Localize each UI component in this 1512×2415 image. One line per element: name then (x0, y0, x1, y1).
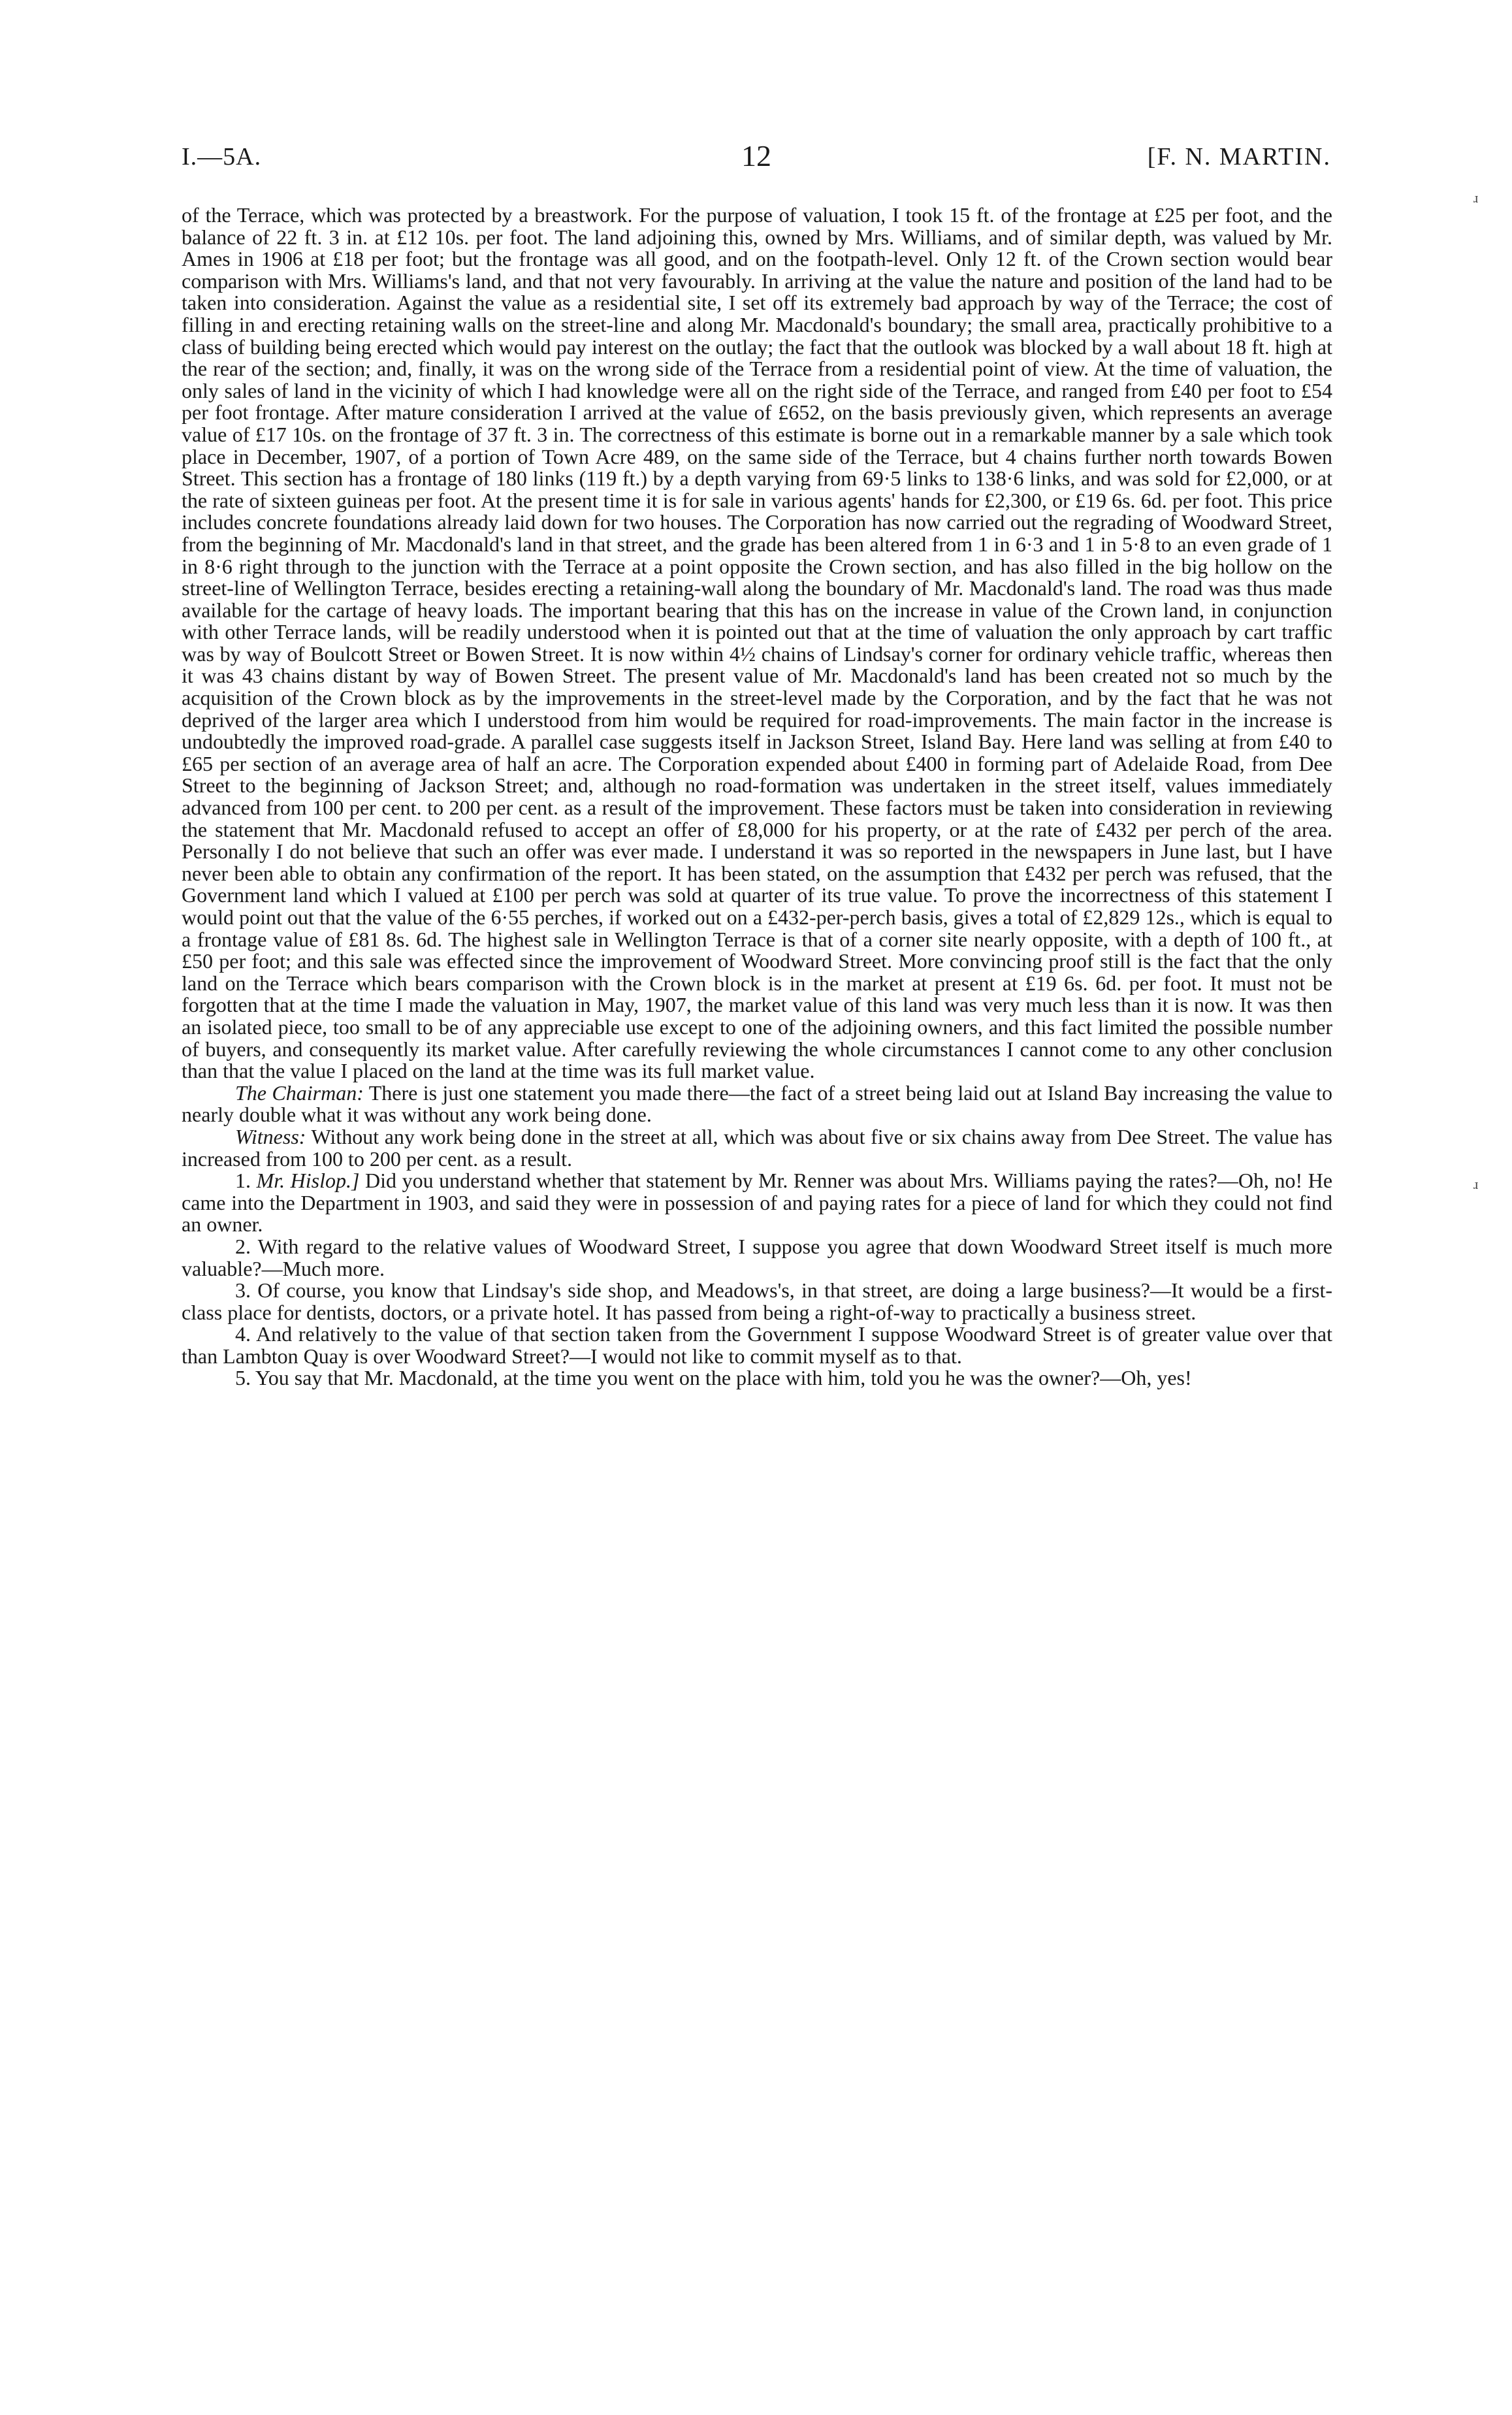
question-text: With regard to the relative values of Woodward Street, I suppose you agree that down Woodward Street itself is much more valuable?—Much more. (182, 1234, 1333, 1280)
question-5 (182, 1367, 1332, 1389)
examiner-label: Mr. Hislop.] (256, 1169, 360, 1193)
chairman-statement (182, 1082, 1332, 1126)
question-number: 5. (235, 1366, 251, 1390)
statement-text: Without any work being done in the street at all, which was about five or six chains away from Dee Street. The value has increased from 100 to 200 per cent. as a result. (182, 1124, 1333, 1171)
question-number: 3. (235, 1278, 251, 1303)
question-number: 2. (235, 1234, 251, 1258)
witness-statement (182, 1126, 1332, 1170)
witness-name-header: [F. N. MARTIN. (1147, 143, 1331, 170)
question-3 (182, 1280, 1332, 1323)
margin-speck: ɹ (1473, 1176, 1479, 1192)
question-number: 4. (235, 1322, 251, 1346)
question-1 (182, 1170, 1332, 1236)
running-header (182, 139, 1331, 182)
document-body (182, 204, 1332, 1389)
question-text: And relatively to the value of that section taken from the Government I suppose Woodward Street is of greater value over that than Lambton Quay is over Woodward Street?—I would not like to commit myself as to that. (182, 1322, 1333, 1368)
question-4 (182, 1323, 1332, 1367)
page-number: 12 (741, 139, 771, 172)
question-text: You say that Mr. Macdonald, at the time you went on the place with him, told you he was the owner?—Oh, yes! (255, 1366, 1192, 1390)
speaker-label: The Chairman: (235, 1080, 364, 1105)
question-2 (182, 1236, 1332, 1280)
paper-reference: I.—5A. (182, 143, 262, 170)
speaker-label: Witness: (235, 1124, 306, 1148)
evidence-paragraph: of the Terrace, which was protected by a breastwork. For the purpose of valuation, I took 15 ft. of the frontage at £25 per foot, and the balance of 22 ft. 3 in. at £12 10s. per foot. The land adjoining this, owned by Mrs. Williams, and of similar depth, was valued by Mr. Ames in 1906 at £18 per foot; but the frontage was all good, and on the footpath-level. Only 12 ft. of the Crown section would bear comparison with Mrs. Williams's land, and that not very favourably. In arriving at the value the nature and position of the land had to be taken into consideration. Against the value as a residential site, I set off its extremely bad approach by way of the Terrace; the cost of filling in and erecting retaining walls on the street-line and along Mr. Macdonald's boundary; the small area, practically prohibitive to a class of building being erected which would pay interest on the outlay; the fact that the outlook was blocked by a wall about 18 ft. high at the rear of the section; and, finally, it was on the wrong side of the Terrace from a residential point of view. At the time of valuation, the only sales of land in the vicinity of which I had knowledge were all on the right side of the Terrace, and ranged from £40 per foot to £54 per foot frontage. After mature consideration I arrived at the value of £652, on the basis previously given, which represents an average value of £17 10s. on the frontage of 37 ft. 3 in. The correctness of this estimate is borne out in a remarkable manner by a sale which took place in December, 1907, of a portion of Town Acre 489, on the same side of the Terrace, but 4 chains further north towards Bowen Street. This section has a frontage of 180 links (119 ft.) by a depth varying from 69·5 links to 138·6 links, and was sold for £2,000, or at the rate of sixteen guineas per foot. At the present time it is for sale in various agents' hands for £2,300, or £19 6s. 6d. per foot. This price includes concrete foundations already laid down for two houses. The Corporation has now carried out the regrading of Woodward Street, from the beginning of Mr. Macdonald's land in that street, and the grade has been altered from 1 in 6·3 and 1 in 5·8 to an even grade of 1 in 8·6 right through to the junction with the Terrace at a point opposite the Crown section, and has also filled in the big hollow on the street-line of Wellington Terrace, besides erecting a retaining-wall along the boundary of Mr. Macdonald's land. The road was thus made available for the cartage of heavy loads. The important bearing that this has on the increase in value of the Crown land, in conjunction with other Terrace lands, will be readily understood when it is pointed out that at the time of valuation the only approach by cart traffic was by way of Boulcott Street or Bowen Street. It is now within 4½ chains of Lindsay's corner for ordinary vehicle traffic, whereas then it was 43 chains distant by way of Bowen Street. The present value of Mr. Macdonald's land has been created not so much by the acquisition of the Crown block as by the improvements in the street-level made by the Corporation, and by the fact that he was not deprived of the larger area which I understood from him would be required for road-improvements. The main factor in the increase is undoubtedly the improved road-grade. A parallel case suggests itself in Jackson Street, Island Bay. Here land was selling at from £40 to £65 per section of an average area of half an acre. The Corporation expended about £400 in forming part of Adelaide Road, from Dee Street to the beginning of Jackson Street; and, although no road-formation was undertaken in the street itself, values immediately advanced from 100 per cent. to 200 per cent. as a result of the improvement. These factors must be taken into consideration in reviewing the statement that Mr. Macdonald refused to accept an offer of £8,000 for his property, or at the rate of £432 per perch of the area. Personally I do not believe that such an offer was ever made. I understand it was so reported in the newspapers in June last, but I have never been able to obtain any confirmation of the report. It has been stated, on the assumption that £432 per perch was refused, that the Government land which I valued at £100 per perch was sold at quarter of its true value. To prove the incorrectness of this statement I would point out that the value of the 6·55 perches, if worked out on a £432-per-perch basis, gives a total of £2,829 12s., which is equal to a frontage value of £81 8s. 6d. The highest sale in Wellington Terrace is that of a corner site nearly opposite, with a depth of 100 ft., at £50 per foot; and this sale was effected since the improvement of Woodward Street. More convincing proof still is the fact that the only land on the Terrace which bears comparison with the Crown block is in the market at present at £19 6s. 6d. per foot. It must not be forgotten that at the time I made the valuation in May, 1907, the market value of this land was very much less than it is now. It was then an isolated piece, too small to be of any appreciable use except to one of the adjoining owners, and this fact limited the possible number of buyers, and consequently its market value. After carefully reviewing the whole circumstances I cannot come to any other conclusion than that the value I placed on the land at the time was its full market value. (182, 203, 1332, 1083)
question-text: Did you understand whether that statement by Mr. Renner was about Mrs. Williams paying the rates?—Oh, no! He came into the Department in 1903, and said they were in possession of and paying rates for a piece of land for which they could not find an owner. (182, 1169, 1333, 1237)
statement-text: There is just one statement you made there—the fact of a street being laid out at Island Bay increasing the value to nearly double what it was without any work being done. (182, 1080, 1333, 1127)
question-number: 1. (235, 1169, 251, 1193)
margin-speck: ɹ (1473, 189, 1479, 206)
question-text: Of course, you know that Lindsay's side shop, and Meadows's, in that street, are doing a large business?—It would be a first-class place for dentists, doctors, or a private hotel. It has passed from being a right-of-way to practically a business street. (182, 1278, 1333, 1324)
